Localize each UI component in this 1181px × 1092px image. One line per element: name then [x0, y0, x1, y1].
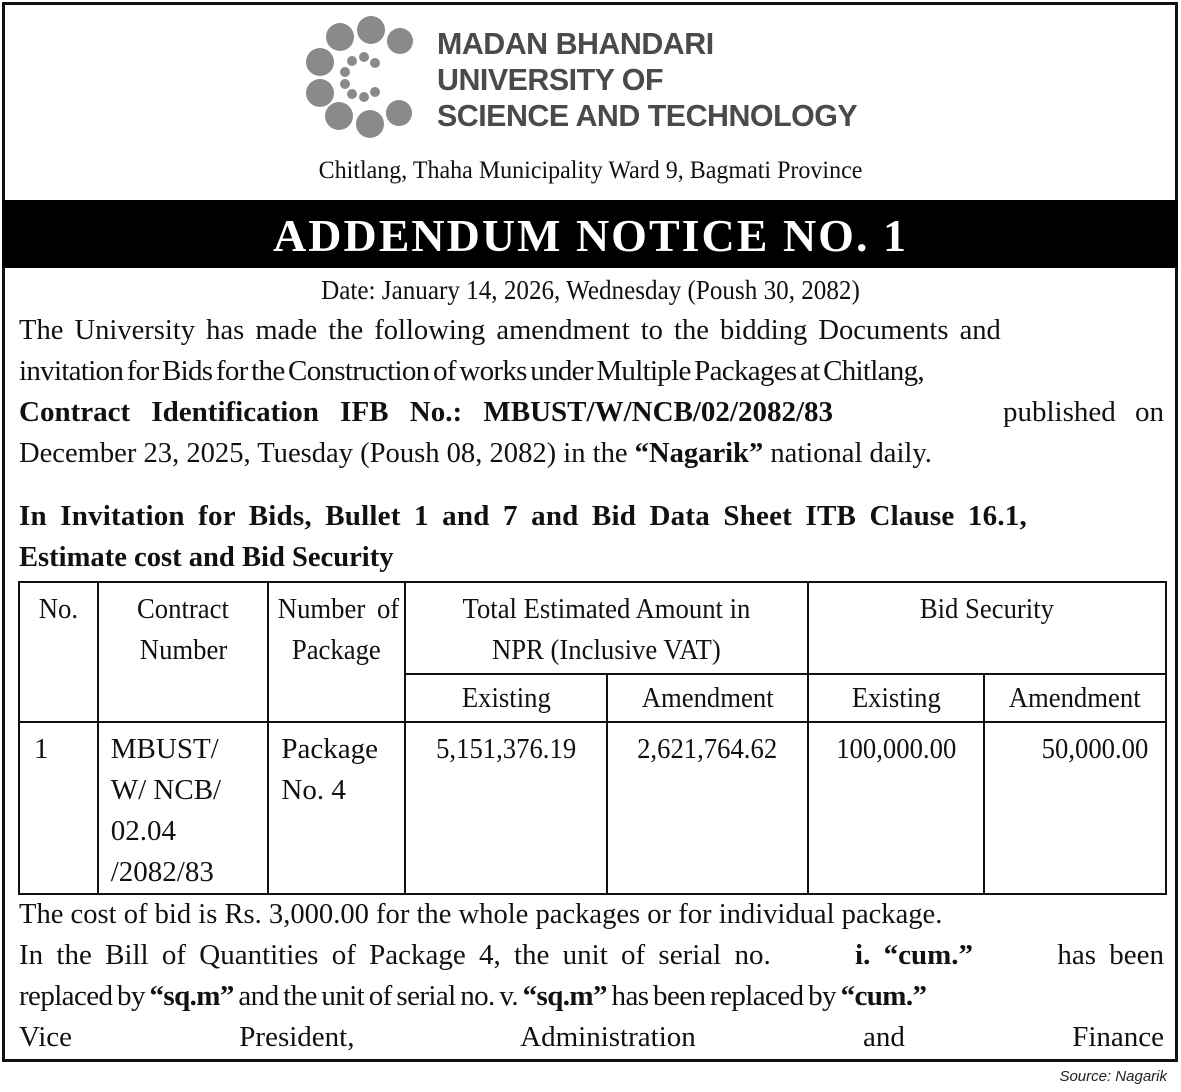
intro-line: invitation for Bids for the Construction of works under Multiple Packages at Chitlang,: [19, 355, 924, 387]
header-security-existing: Existing: [808, 674, 985, 722]
header-contract-number: Contract Number: [98, 582, 269, 722]
section-heading: In Invitation for Bids, Bullet 1 and 7 and Bid Data Sheet ITB Clause 16.1, Estimate cost and Bid Security: [19, 500, 1027, 573]
cell-security-existing: 100,000.00: [808, 722, 985, 894]
boq-line: In the Bill of Quantities of Package 4, the unit of serial no. i. “cum.” has been: [19, 939, 1164, 971]
header-estimate-amendment: Amendment: [607, 674, 808, 722]
cell-security-amendment: 50,000.00: [984, 722, 1166, 894]
footer-paragraph: [19, 894, 1164, 1058]
source-credit: Source: Nagarik: [1059, 1068, 1167, 1085]
newspaper-name: “Nagarik”: [634, 437, 764, 469]
cell-package: Package No. 4: [268, 722, 405, 894]
signatory: Vice President, Administration and Finance: [19, 1021, 1164, 1053]
header-package: Number of Package: [268, 582, 405, 722]
intro-line: December 23, 2025, Tuesday (Poush 08, 2082) in the “Nagarik” national daily.: [19, 433, 1147, 474]
ifb-number: Contract Identification IFB No.: MBUST/W/NCB/02/2082/83: [19, 396, 834, 428]
cell-no: 1: [19, 722, 98, 894]
header-estimate-existing: Existing: [405, 674, 607, 722]
header-estimated-amount: Total Estimated Amount in NPR (Inclusive VAT): [405, 582, 807, 674]
bid-amendment-table: [18, 581, 1167, 895]
intro-paragraph: [19, 310, 1164, 474]
header-no: No.: [19, 582, 98, 722]
university-logo-icon: [300, 8, 420, 143]
intro-line-ifb: Contract Identification IFB No.: MBUST/W/NCB/02/2082/83 published on: [19, 392, 1164, 433]
boq-line: replaced by “sq.m” and the unit of serial no. v. “sq.m” has been replaced by “cum.”: [19, 980, 927, 1012]
intro-line: The University has made the following amendment to the bidding Documents and: [19, 314, 1001, 346]
notice-date: Date: January 14, 2026, Wednesday (Poush 30, 2082): [321, 275, 860, 305]
university-name-line: SCIENCE AND TECHNOLOGY: [437, 98, 858, 133]
university-name-line: UNIVERSITY OF: [437, 62, 664, 97]
university-name: [437, 26, 857, 134]
university-address: Chitlang, Thaha Municipality Ward 9, Bagmati Province: [318, 157, 863, 184]
header-security-amendment: Amendment: [984, 674, 1166, 722]
cell-contract-number: MBUST/ W/ NCB/ 02.04 /2082/83: [98, 722, 269, 894]
university-name-line: MADAN BHANDARI: [437, 26, 714, 61]
cell-estimate-existing: 5,151,376.19: [405, 722, 607, 894]
notice-title: ADDENDUM NOTICE NO. 1: [273, 210, 908, 261]
cell-estimate-amendment: 2,621,764.62: [607, 722, 808, 894]
bid-cost-line: The cost of bid is Rs. 3,000.00 for the whole packages or for individual package.: [19, 898, 943, 930]
table-row: [19, 722, 1166, 894]
header-bid-security: Bid Security: [808, 582, 1166, 674]
